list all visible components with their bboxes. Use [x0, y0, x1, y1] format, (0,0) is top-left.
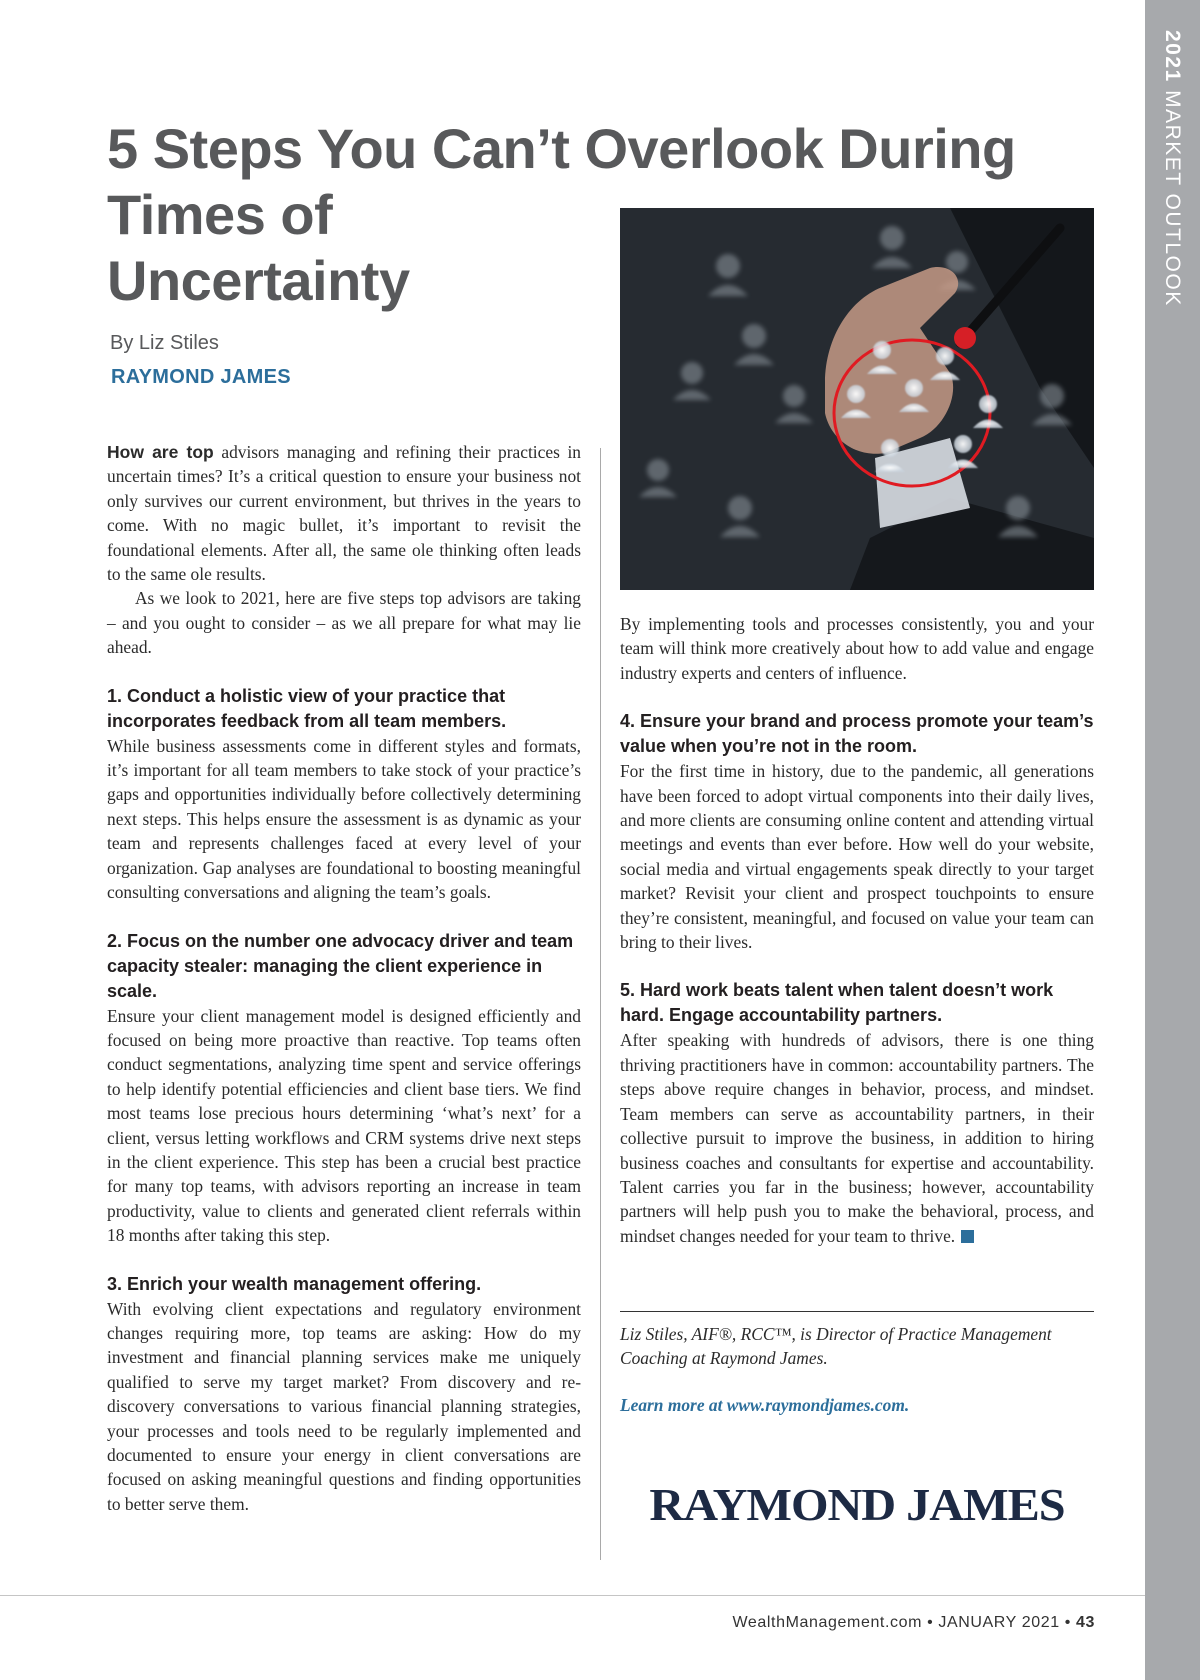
step-body: For the first time in history, due to the pandemic, all generations have been forced to adopt virtual components into their daily lives, and more clients are consuming online content and attending virtual meetings and events than ever before. How well do your website, social media and virtual engagements speak directly to your target market? Revisit your client and prospect touchpoints to ensure they’re consistent, meaningful, and focused on value your team can bring to their lives.: [620, 761, 1094, 953]
page-number: 43: [1076, 1614, 1095, 1631]
byline: By Liz Stiles: [110, 332, 219, 354]
section-name: MARKET OUTLOOK: [1161, 90, 1184, 307]
footer-site: WealthManagement.com: [732, 1614, 923, 1631]
step-body: With evolving client expectations and regulatory environment changes requiring more, top teams are asking: How do my investment and financial planning services make me uniquely qualified to serve my target market? From discovery and re-discovery conversations to various financial planning strategies, your processes and tools need to be regularly implemented and documented to ensure your energy in client conversations are focused on asking meaningful questions and finding opportunities to better serve them.: [107, 1298, 581, 1514]
learn-more-link[interactable]: Learn more at www.raymondjames.com.: [620, 1395, 910, 1415]
title-line: Times of: [107, 183, 333, 246]
intro-paragraph-2: As we look to 2021, here are five steps top advisors are taking – and you ought to consider – as we all prepare for what may lie ahead.: [107, 588, 581, 658]
footer-date: JANUARY 2021: [938, 1614, 1060, 1631]
end-mark-icon: [961, 1230, 974, 1243]
author-bio: Liz Stiles, AIF®, RCC™, is Director of Practice Management Coaching at Raymond James.: [620, 1324, 1052, 1369]
left-column: [107, 440, 581, 1516]
step-heading: 2. Focus on the number one advocacy driver and team capacity stealer: managing the client experience in scale.: [107, 930, 574, 1001]
intro-paragraph: [107, 440, 581, 586]
footer-divider: [0, 1595, 1145, 1596]
step-body: After speaking with hundreds of advisors, there is one thing thriving practitioners have in common: accountability partners. The steps above require changes in behavior, process, and mindset. Team members can serve as accountability partners, in their collective pursuit to improve the business, in addition to hiring business coaches and consultants for expertise and accountability. Talent carries you far in the business; however, accountability partners will help push you to make the behavioral, process, and mindset changes needed for your team to thrive.: [620, 1030, 1094, 1246]
hand-drawing-circle-photo-icon: [620, 208, 1094, 590]
article-photo: [620, 208, 1094, 590]
author-company: RAYMOND JAMES: [111, 366, 291, 388]
footer-separator: •: [1064, 1614, 1071, 1631]
step-body: While business assessments come in different styles and formats, it’s important for all team members to take stock of your practice’s gaps and opportunities individually before collectively determining next steps. This helps ensure the assessment is as dynamic as your team and represents challenges faced at every level of your organization. Gap analyses are foundational to boosting meaningful consulting conversations and aligning the team’s goals.: [107, 735, 581, 903]
step-heading: 5. Hard work beats talent when talent doesn’t work hard. Engage accountability partners.: [620, 980, 1054, 1026]
section-label: [1160, 30, 1184, 307]
title-line: 5 Steps You Can’t Overlook During: [107, 117, 1016, 180]
step-heading: 1. Conduct a holistic view of your practice that incorporates feedback from all team members.: [107, 685, 507, 731]
page-footer: [732, 1614, 1095, 1632]
intro-text: advisors managing and refining their practices in uncertain times? It’s a critical question to ensure your business not only survives our current environment, but thrives in the years to come. With no magic bullet, it’s important to revisit the foundational elements. After all, the same ole thinking often leads to the same ole results.: [107, 442, 581, 585]
raymond-james-logo: RAYMOND JAMES: [649, 1479, 1065, 1530]
section-year: 2021: [1161, 30, 1184, 83]
right-column: [620, 612, 1094, 1248]
step-heading: 3. Enrich your wealth management offering.: [107, 1273, 482, 1294]
step-body-final: [620, 1028, 1094, 1248]
step-heading: 4. Ensure your brand and process promote your team’s value when you’re not in the room.: [620, 711, 1094, 757]
step-body: Ensure your client management model is designed efficiently and focused on being more proactive than reactive. Top teams often conduct segmentations, analyzing time spent and service offerings to help identify potential efficiencies and client base tiers. We find most teams lose precious hours determining ‘what’s next’ for a client, versus letting workflows and CRM systems drive next steps in the client experience. This step has been a crucial best practice for many top teams, with advisors reporting an increase in team productivity, value to clients and generated client referrals within 18 months after taking this step.: [107, 1005, 581, 1246]
intro-lead: How are top: [107, 442, 214, 462]
column-divider: [600, 448, 601, 1560]
footer-separator: •: [927, 1614, 934, 1631]
bio-divider: [620, 1311, 1094, 1312]
step-body-continued: By implementing tools and processes consistently, you and your team will think more creatively about how to add value and engage industry experts and centers of influence.: [620, 614, 1094, 683]
title-line: Uncertainty: [107, 249, 410, 312]
